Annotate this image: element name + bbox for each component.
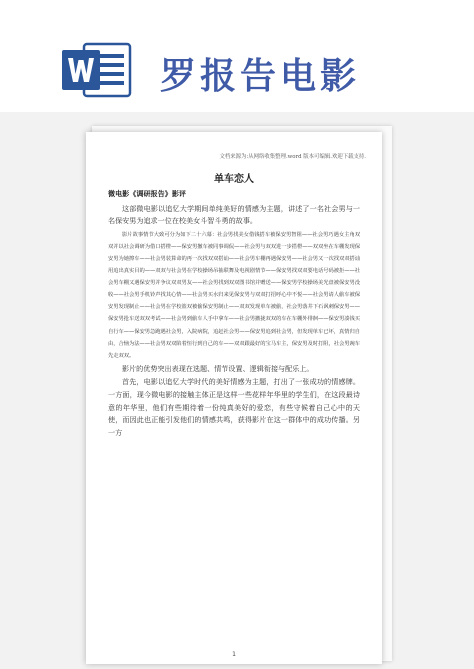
document-body [108,188,360,439]
source-note: 文档来源为:从网络收集整理.word 版本可编辑.欢迎下载支持. [219,154,366,160]
document-subtitle: 微电影《调研报告》影评 [108,189,187,198]
banner [0,0,474,112]
paragraph: 这部微电影以追忆大学期间单纯美好的情感为主题，讲述了一名社会男与一名保安男为追求一位在校美女斗智斗勇的故事。 [108,203,360,226]
document-title: 单车恋人 [214,174,254,185]
word-document-icon [62,42,132,98]
banner-title: 罗报告电影 [160,56,361,97]
page-number: 1 [232,651,236,658]
paragraph: 影片的优势突出表现在选题、情节设置、逻辑衔接与配乐上。 [122,363,314,373]
document-page [86,132,382,664]
paragraph: 影片故事情节大致可分为如下二十六幕：社会男找美女借钱搭车被保安男智阻——社会男巧遇女主角双双并以社会调研为借口搭橙——保安男撤车被同事调侃——社会男与双双进一步搭橙——双双坐在车棚发现保安男为她擦车——社会男装算命的再一次找双双搭讪——社会男车棚再遇保安男——社会男又一次找双双搭讪用追出真实目的——双双与社会男在学校操场吊抽联舞及电视剧情节——保安男找双双要电话号码被拒——社会男车棚又遇保安男并争议双双男友——社会男找到双双图书馆并赠送——保安男学校操场美光盘被保安男没收——社会男手机铃声找其心情——社会男买水归来见保安男与双双打招呼心中不悦——社会男请人偷车被保安男发现制止——社会男在学校篮双被偷保安男制止——双双发现单车被偷，社会男落井下石讽刺保安男——保安男抢车送双双考试——社会男到偷车人手中拿车——社会男撤拢双双的车在车棚外徘徊——保安男凑钱买自行车——保安男急跑遇社会男，入院病院，追赶社会男——保安男追到社会男，但发现单车已坏，真情归自由，合恼为法——社会男双双陷着恒行到自己的车——双双跟最好的宝马车主，保安男及时打阻，社会男豌车先走双双。 [108,231,360,359]
paragraph: 首先，电影以追忆大学时代的美好情感为主题，打出了一张成功的情感牌。一方面，现今微电影的接触主体正是这样一些花样年华里的学生们，在这段最诗意的年华里，他们有些期待着一份纯真美好的爱恋，有些守候着自己心中的天使，而因此也正能引发他们的情感共鸣，获得影片在这一群体中的成功传播。另一方 [108,377,360,437]
